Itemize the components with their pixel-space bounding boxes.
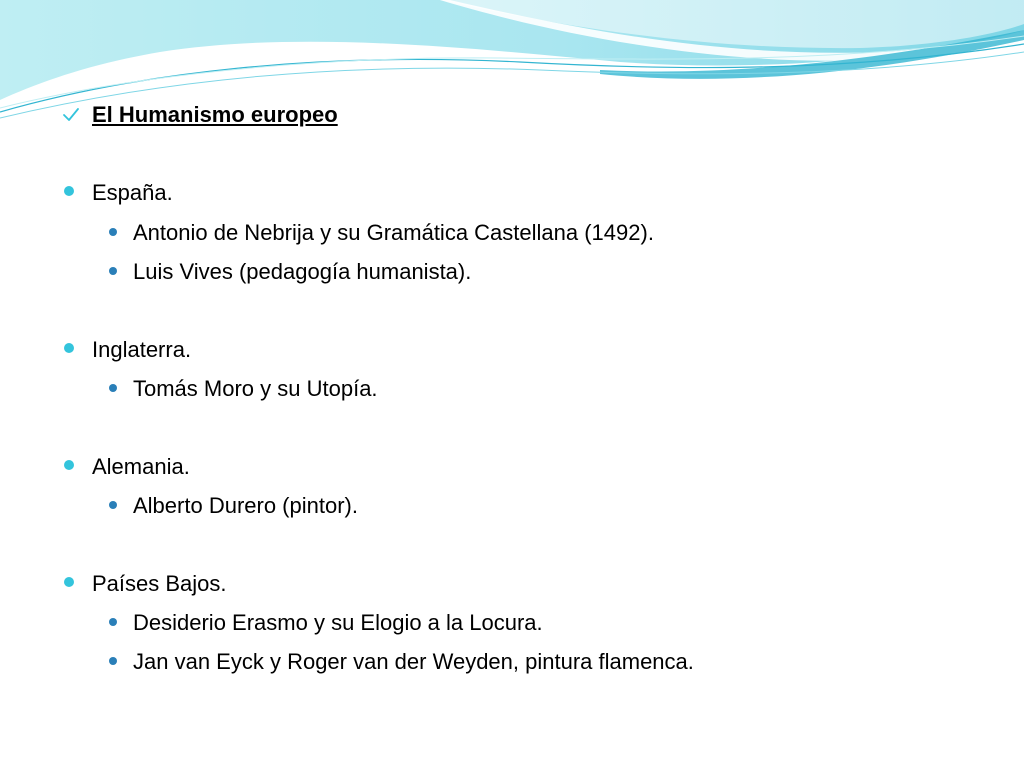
- bullet-dot-icon: [109, 618, 117, 626]
- country-label: España.: [92, 180, 173, 205]
- slide-heading: El Humanismo europeo: [92, 102, 338, 127]
- bullet-dot-icon: [109, 228, 117, 236]
- checkmark-icon: [62, 106, 80, 124]
- bullet-dot-icon: [64, 186, 74, 196]
- list-item: Tomás Moro y su Utopía.: [133, 376, 378, 401]
- list-item: Luis Vives (pedagogía humanista).: [133, 259, 472, 284]
- list-item: Desiderio Erasmo y su Elogio a la Locura.: [133, 610, 543, 635]
- list-item: Antonio de Nebrija y su Gramática Castellana (1492).: [133, 220, 654, 245]
- bullet-dot-icon: [64, 343, 74, 353]
- bullet-dot-icon: [109, 384, 117, 392]
- country-label: Alemania.: [92, 454, 190, 479]
- bullet-dot-icon: [64, 577, 74, 587]
- country-label: Inglaterra.: [92, 337, 192, 362]
- list-item: Jan van Eyck y Roger van der Weyden, pintura flamenca.: [133, 649, 694, 674]
- bullet-dot-icon: [109, 657, 117, 665]
- bullet-dot-icon: [109, 267, 117, 275]
- bullet-dot-icon: [109, 501, 117, 509]
- list-item: Alberto Durero (pintor).: [133, 493, 358, 518]
- bullet-dot-icon: [64, 460, 74, 470]
- country-label: Países Bajos.: [92, 571, 227, 596]
